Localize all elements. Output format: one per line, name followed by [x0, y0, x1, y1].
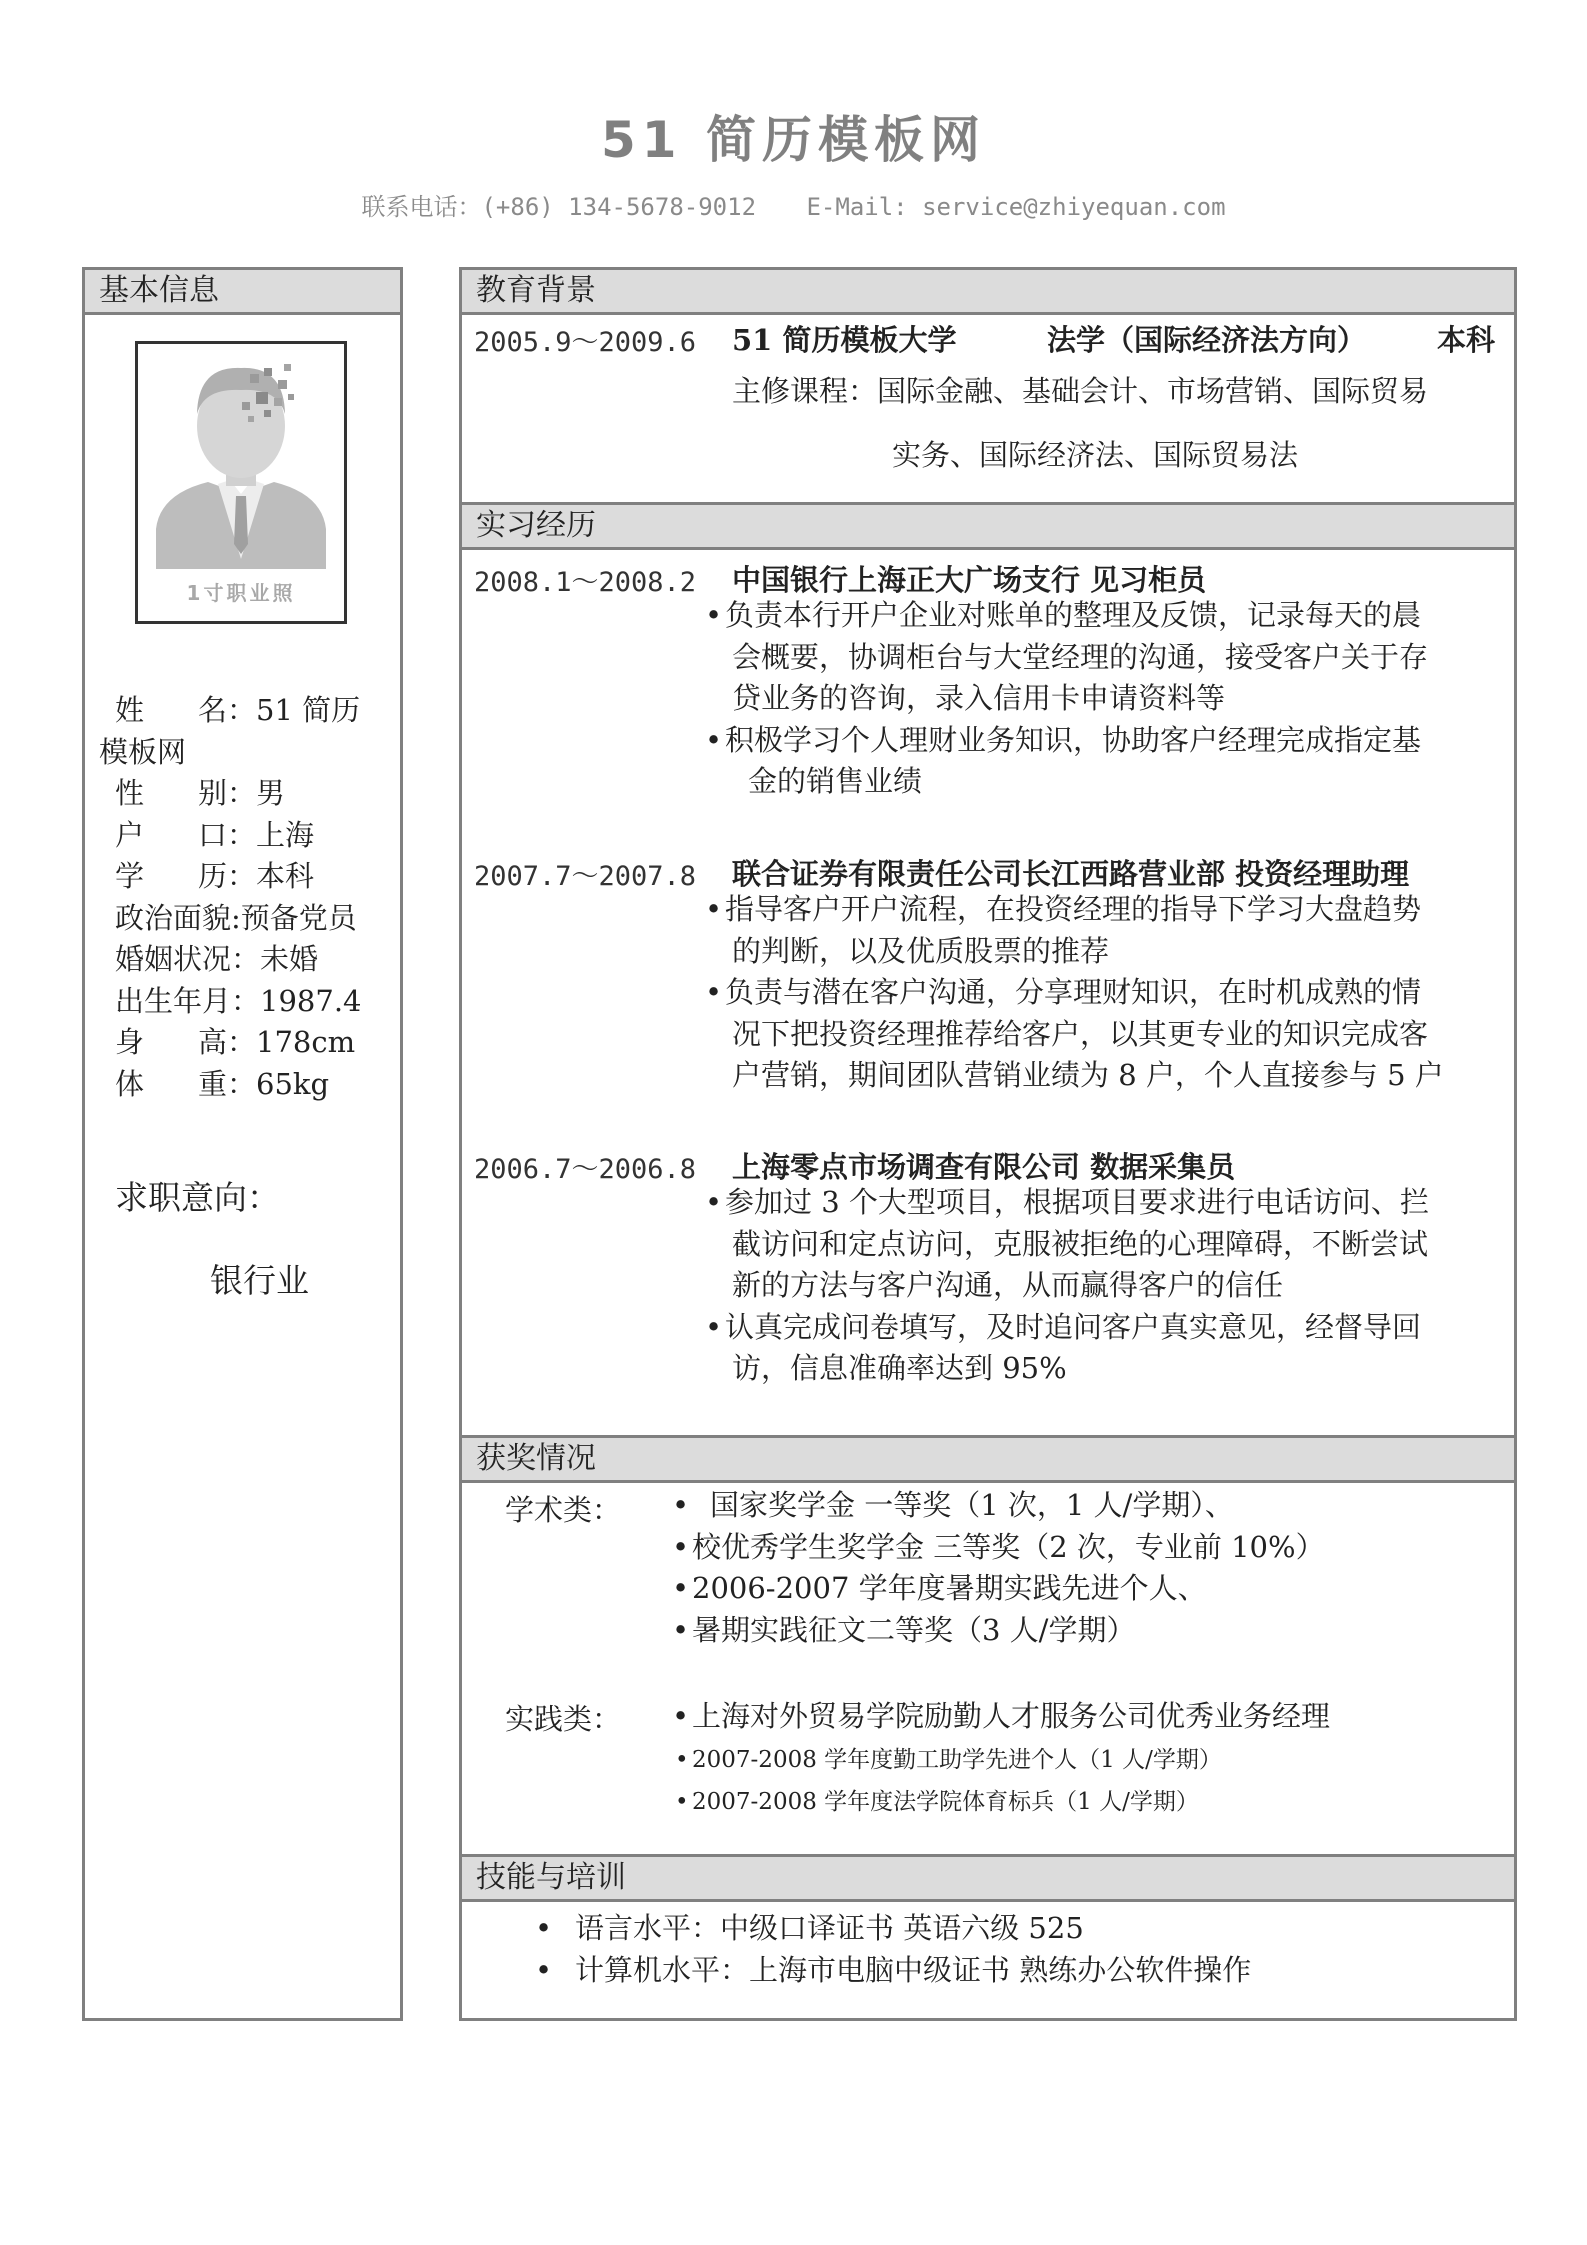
job2-bullet-list: [705, 889, 1444, 1097]
awards-heading: 获奖情况: [462, 1435, 1514, 1483]
job3-b1-l3: 新的方法与客户沟通，从而赢得客户的信任: [732, 1268, 1284, 1302]
skill-item-2-text: 计算机水平：上海市电脑中级证书 熟练办公软件操作: [575, 1953, 1252, 1987]
job2-b2-l1: 负责与潜在客户沟通，分享理财知识，在时机成熟的情: [725, 975, 1422, 1009]
bullet-icon: •: [705, 1185, 723, 1219]
job2-title: 联合证券有限责任公司长江西路营业部 投资经理助理: [732, 857, 1410, 891]
bullet-icon: •: [672, 1612, 690, 1647]
bullet-icon: •: [672, 1699, 690, 1733]
skill-item-2: [535, 1948, 1251, 1989]
job3-title: 上海零点市场调查有限公司 数据采集员: [732, 1150, 1236, 1184]
education-school: 51 简历模板大学: [732, 323, 957, 357]
job3-b1-l1: 参加过 3 个大型项目，根据项目要求进行电话访问、拦: [725, 1185, 1429, 1219]
basic-info-panel: [82, 267, 403, 2021]
id-photo-placeholder: [135, 341, 347, 624]
practice-award-1-text: 上海对外贸易学院励勤人才服务公司优秀业务经理: [692, 1699, 1331, 1733]
academic-award-4-text: 暑期实践征文二等奖（3 人/学期）: [692, 1612, 1136, 1647]
job3-b2-l1: 认真完成问卷填写，及时追问客户真实意见，经督导回: [725, 1309, 1422, 1344]
job1-bullet1: [705, 595, 1428, 803]
job3-bullet-list: [705, 1182, 1429, 1390]
info-name-value: 51 简历: [256, 693, 361, 727]
practice-award-3-text: 2007-2008 学年度法学院体育标兵（1 人/学期）: [692, 1789, 1199, 1815]
info-politics-label: 政治面貌: [115, 900, 232, 935]
practice-award-2: [675, 1741, 1222, 1774]
job1-bullet1-line1: [705, 595, 1428, 637]
info-education-row: 学 历：本科: [99, 856, 389, 898]
info-politics-row: 政治面貌:预备党员: [115, 900, 357, 935]
education-heading: 教育背景: [462, 270, 1514, 315]
skills-heading: 技能与培训: [462, 1854, 1514, 1902]
job2-b2-l2: 况下把投资经理推荐给客户，以其更专业的知识完成客: [732, 1016, 1429, 1051]
info-name-row: 姓 名：51 简历: [99, 690, 389, 732]
academic-award-3-text: 2006-2007 学年度暑期实践先进个人、: [692, 1571, 1207, 1605]
info-birth-value: 1987.4: [260, 983, 362, 1018]
bullet-icon: •: [672, 1529, 690, 1564]
job2-b1-l2: 的判断，以及优质股票的推荐: [732, 933, 1110, 968]
job3-bullet1-line1: [705, 1182, 1429, 1224]
info-weight-value: 65kg: [256, 1066, 330, 1101]
job1-b2-l2: 金的销售业绩: [748, 764, 923, 798]
job2-period: 2007.7～2007.8: [474, 861, 697, 892]
bullet-icon: •: [705, 722, 723, 757]
info-weight-row: 体 重：65kg: [99, 1064, 389, 1106]
job-intent-label: 求职意向：: [115, 1178, 280, 1217]
academic-award-1: [672, 1485, 1325, 1527]
job3-period: 2006.7～2006.8: [474, 1154, 697, 1185]
academic-award-1-text: 国家奖学金 一等奖（1 次，1 人/学期）、: [710, 1488, 1234, 1522]
bullet-icon: •: [705, 598, 723, 632]
job3-b1-l2: 截访问和定点访问，克服被拒绝的心理障碍，不断尝试: [732, 1226, 1429, 1261]
info-gender-row: 性 别：男: [99, 773, 389, 815]
info-height-value: 178cm: [256, 1025, 356, 1059]
education-courses-line2: 实务、国际经济法、国际贸易法: [892, 438, 1299, 472]
job1-b1-l2: 会概要，协调柜台与大堂经理的沟通，接受客户关于存: [732, 639, 1429, 674]
personal-info-list: [99, 690, 389, 1105]
bullet-icon: •: [705, 1309, 723, 1344]
resume-main-panel: [459, 267, 1517, 2021]
practice-award-3: [675, 1783, 1199, 1816]
info-birth-label: 出生年月: [115, 983, 232, 1018]
practice-award-2-text: 2007-2008 学年度勤工助学先进个人（1 人/学期）: [692, 1747, 1222, 1773]
job2-bullet1-line1: [705, 889, 1444, 931]
job-intent-value: 银行业: [210, 1261, 309, 1300]
photo-caption: 1寸职业照: [186, 581, 296, 605]
info-hukou-value: 上海: [256, 817, 315, 852]
info-name-wrap: 模板网: [99, 734, 187, 769]
job3-bullet2-line1: [705, 1307, 1429, 1349]
resume-title: 51 简历模板网: [601, 111, 986, 169]
academic-award-2: [672, 1527, 1325, 1569]
academic-award-4: [672, 1610, 1325, 1652]
education-major: 法学（国际经济法方向）: [1047, 323, 1367, 357]
education-degree: 本科: [1437, 323, 1496, 357]
academic-award-2-text: 校优秀学生奖学金 三等奖（2 次，专业前 10%）: [692, 1529, 1325, 1564]
info-hukou-row: 户 口：上海: [99, 815, 389, 857]
bullet-icon: •: [675, 1747, 689, 1773]
job1-b1-l3: 贷业务的咨询，录入信用卡申请资料等: [732, 681, 1226, 715]
bullet-icon: •: [705, 892, 723, 926]
bullet-icon: •: [535, 1953, 553, 1987]
info-height-row: 身 高：178cm: [99, 1022, 389, 1064]
info-weight-label: 体 重: [115, 1066, 227, 1101]
education-period: 2005.9～2009.6: [474, 327, 697, 358]
contact-phone: 联系电话：(+86) 134-5678-9012: [361, 193, 757, 221]
info-name-label: 姓 名: [115, 693, 227, 727]
contact-email: E-Mail: service@zhiyequan.com: [806, 193, 1226, 221]
internship-heading: 实习经历: [462, 502, 1514, 550]
academic-awards-list: [672, 1485, 1325, 1651]
job1-bullet2-line1: [705, 720, 1428, 762]
job2-b1-l1: 指导客户开户流程，在投资经理的指导下学习大盘趋势: [725, 892, 1422, 926]
bullet-icon: •: [705, 975, 723, 1009]
bullet-icon: •: [535, 1911, 553, 1945]
job2-bullet2-line1: [705, 972, 1444, 1014]
bullet-icon: •: [675, 1789, 689, 1815]
job2-b2-l3: 户营销，期间团队营销业绩为 8 户，个人直接参与 5 户: [732, 1058, 1444, 1092]
contact-line: [0, 187, 1587, 222]
info-hukou-label: 户 口: [115, 817, 227, 852]
info-education-value: 本科: [256, 859, 315, 893]
info-politics-value: 预备党员: [240, 900, 357, 935]
education-courses-line1: 主修课程：国际金融、基础会计、市场营销、国际贸易: [732, 374, 1429, 408]
info-height-label: 身 高: [115, 1025, 227, 1059]
info-gender-label: 性 别: [115, 776, 227, 810]
academic-awards-label: 学术类：: [505, 1493, 622, 1527]
skill-item-1: [535, 1906, 1084, 1947]
skill-item-1-text: 语言水平：中级口译证书 英语六级 525: [575, 1911, 1084, 1945]
practice-award-1: [672, 1694, 1330, 1735]
info-marital-value: 未婚: [260, 942, 319, 976]
bullet-icon: •: [672, 1571, 690, 1605]
academic-award-3: [672, 1568, 1325, 1610]
practice-awards-label: 实践类：: [505, 1702, 622, 1736]
basic-info-heading: 基本信息: [85, 270, 400, 315]
info-birth-row: 出生年月：1987.4: [115, 983, 362, 1018]
info-marital-label: 婚姻状况: [115, 942, 232, 976]
bullet-icon: •: [672, 1488, 690, 1522]
job1-b2-l1: 积极学习个人理财业务知识，协助客户经理完成指定基: [725, 722, 1422, 757]
job1-title: 中国银行上海正大广场支行 见习柜员: [732, 563, 1207, 597]
job1-b1-l1: 负责本行开户企业对账单的整理及反馈，记录每天的晨: [725, 598, 1422, 632]
info-marital-row: 婚姻状况：未婚: [115, 942, 319, 976]
job3-b2-l2: 访，信息准确率达到 95%: [732, 1351, 1067, 1385]
job1-period: 2008.1～2008.2: [474, 567, 697, 598]
info-gender-value: 男: [256, 776, 286, 810]
info-education-label: 学 历: [115, 859, 227, 893]
